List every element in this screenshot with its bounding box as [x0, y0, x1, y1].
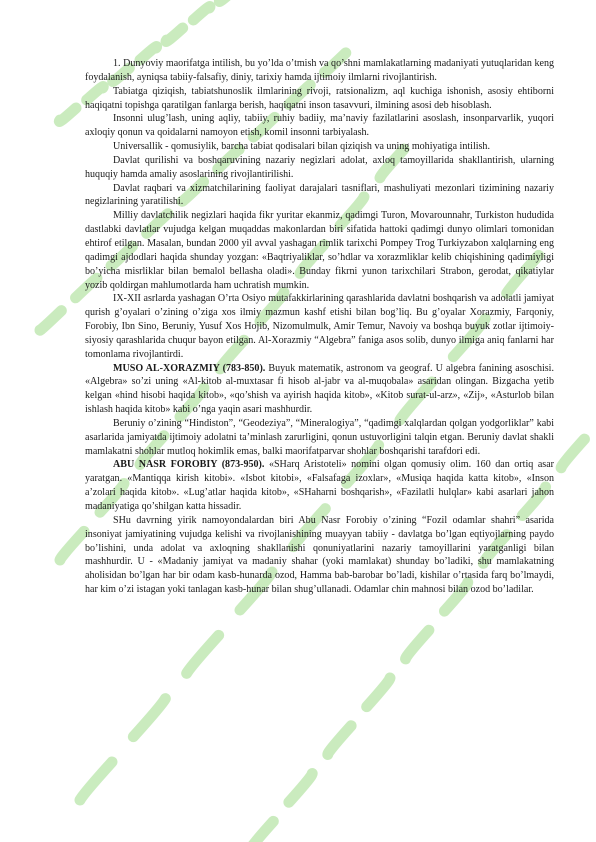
watermark-stroke [193, 7, 210, 21]
paragraph-8: IX-XII asrlarda yashagan O’rta Osiyo mutafakkirlarining qarashlarida davlatni boshqarish va adolatli jamiyat qurish g’oyalari o’zining o’ziga xos ilmiy mazmun kashf etishi bilan bog’liq. Bu g’oyalar Xorazmiy, Farqoniy, Forobiy, Ibn Sino, Beruniy, Yusuf Xos Hojib, Nizomulmulk, Amir Temur, Navoiy va boshqa buyuk zotlar ijtimoiy-siyosiy qarashlarida chuqur bayon etilgan. Al-Xorazmiy “Algebra” faniga asos solib, dunyo ilmiga aniq fanlarni har tomonlama rivojlantirdi. [85, 293, 554, 360]
watermark-stroke [187, 635, 219, 673]
watermark-stroke [59, 108, 76, 122]
paragraph-3: Insonni ulug’lash, uning aqliy, tabiiy, ruhiy badiiy, ma’naviy fazilatlarini asoslash, insonparvarlik, yuqori axloqiy qonun va qoidalarni namoyon etish, komil insonni tarbiyalash. [85, 113, 554, 139]
watermark-stroke [289, 774, 312, 803]
paragraph-2: Tabiatga qiziqish, tabiatshunoslik ilmlarining rivoji, ratsionalizm, aql kuchiga ishonish, asosiy ehtiborni haqiqatni topishga qaratilgan fanlarga berish, haqiqatni inson tasavvuri, ilmining asosi deb hisoblash. [85, 85, 554, 111]
section-body-forobiy: «SHarq Aristoteli» nomini olgan qomusiy olim. 160 dan ortiq asar yaratgan. «Mantiqqa kirish kitobi». «Isbot kitobi», «Falsafaga izoxlar», «Musiqa haqida katta kitob», «Inson a’zolari haqida kitob». «Lug’atlar haqida kitob», «SHaharni boshqarish», «Fazilatli hulqlar» kabi asarlari jahon madaniyatiga qo’shilgan katta hissadir. [85, 459, 554, 512]
paragraph-last: SHu davrning yirik namoyondalardan biri Abu Nasr Forobiy o’zining “Fozil odamlar shahri” asarida insoniyat jamiyatining vujudga kelishi va rivojlanishining muayyan tabiiy - davlatga bo’lgan eqtiyojlarning paydo bo’lishini, unda adolat va axloqning shakllanishi qonuniyatlarini nazariy tamoyillarini yaratganligi bilan mashhurdir. U - «Madaniy jamiyat va madaniy shahar (yoki mamlakat) shunday bo’ladiki, shu mamlakatning aholisidan bo’lgan har bir odam kasb-hunarda ozod, Hamma bab-barobar bo’ladi, kishilar o’rtasida farq bo’lmaydi, har kim o’zi istagan yoki tanlagan kasb-hunar bilan shug’ullanadi. Odamlar chin mahnosi bilan ozod bo’ladilar. [85, 514, 554, 596]
section-forobiy [85, 458, 554, 513]
paragraph-1: 1. Dunyoviy maorifatga intilish, bu yo’lda o’tmish va qo’shni mamlakatlarning madaniyati yutuqlaridan keng foydalanish, ayniqsa tabiiy-falsafiy, diniy, tarixiy hamda ijtimoiy ilmlarni rivojlantirish. [85, 58, 554, 83]
watermark-stroke [166, 28, 183, 42]
document-body [85, 57, 554, 597]
watermark-stroke [367, 678, 390, 707]
watermark-stroke [133, 699, 165, 737]
watermark-stroke [561, 439, 584, 468]
section-heading-forobiy: ABU NASR FOROBIY (873-950). [113, 459, 265, 471]
paragraph-5: Davlat qurilishi va boshqaruvining nazariy negizlari adolat, axloq tamoyillarida shakllantirish, ularning huquqiy hamda amaliy asoslarining rivojlantirilishi. [85, 154, 554, 180]
watermark-stroke [250, 821, 273, 842]
watermark-stroke [219, 0, 236, 2]
watermark-stroke [328, 726, 351, 755]
watermark-stroke [80, 762, 112, 800]
paragraph-beruniy: Beruniy o’zining “Hindiston”, “Geodeziya”, “Mineralogiya”, “qadimgi xalqlardan qolgan yodgorliklar” kabi asarlarida jamiyatda ijtimoiy adolatni ta’minlash zarurligini, qonun ustuvorligini talqin etgan. Beruniy davlat shakli mamlakatni shohlar mutloq hokimlik emas, balki maorifatparvar shohlar boshqarishi tarafdori edi. [85, 417, 554, 457]
section-body-xorazmiy: Buyuk matematik, astronom va geograf. U algebra fanining asoschisi. «Algebra» so’zi uning «Al-kitob al-muxtasar fi hisob al-jabr va al-muqobala» asaridan olingan. Bizgacha yetib kelgan «hind hisobi haqida kitob», «qo’shish va ayirish haqida kitob», «Kitob surat-ul-arz», «Zij», «Asturlob bilan ishlash haqida kitob» kabi o’nga yaqin asari mashhurdir. [85, 362, 554, 416]
watermark-stroke [40, 311, 61, 331]
section-xorazmiy [85, 362, 554, 417]
paragraph-4: Universallik - qomusiylik, barcha tabiat qodisalari bilan qiziqish va uning mohiyatiga intilish. [113, 141, 490, 153]
watermark-stroke [406, 630, 429, 659]
section-heading-xorazmiy: MUSO AL-XORAZMIY (783-850). [113, 362, 266, 374]
paragraph-6: Davlat raqbari va xizmatchilarining faoliyat darajalari tasniflari, mashuliyati mezonlari tizimining nazariy negizlarining yaratilishi. [85, 182, 554, 208]
watermark-stroke [60, 531, 84, 560]
paragraph-7: Milliy davlatchilik negizlari haqida fikr yuritar ekanmiz, qadimgi Turon, Movarounnahr, Turkiston hududida dastlabki davlatlar vujudga kelgan muqaddas makonlardan biri sifatida hattoki qadimgi dunyo olimlari tomonidan ehtirof etilgan. Masalan, bundan 2000 yil avval yashagan rimlik tarixchi Pompey Trog Turkiyzabon xalqlarning eng qadimgi ajdodlari haqida shunday yozgan: «Baqtriyaliklar, so’hdlar va xorazmliklar kelib chiqishining qadimiyligi bo’yicha misrliklar bilan bemalol bellasha oladi». Bunday fikrni yunon tarixchilari Strabon, gerodat, qikatiylar yozib qoldirgan mahlumotlarda ham uchratish mumkin. [85, 210, 554, 291]
